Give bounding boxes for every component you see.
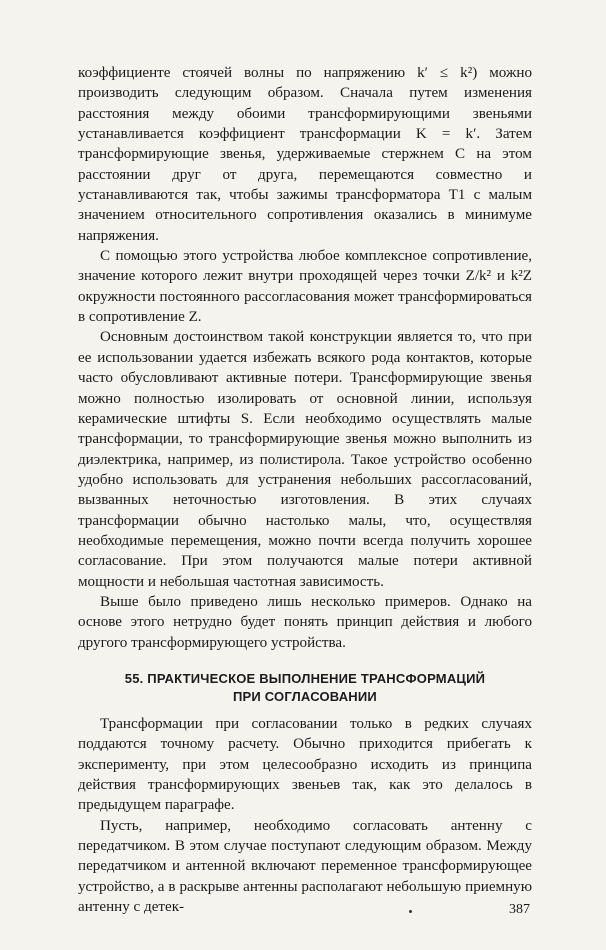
section-heading-line-1: 55. ПРАКТИЧЕСКОЕ ВЫПОЛНЕНИЕ ТРАНСФОРМАЦИЙ	[124, 670, 486, 686]
section-heading-line-2: ПРИ СОГЛАСОВАНИИ	[233, 688, 377, 704]
paragraph-continued: коэффициенте стоячей волны по напряжению k′ ≤ k²) можно производить следующим образом. Сначала путем изменения расстояния между обоими трансформирующими звеньями устанавливается коэффициент трансформации K = k′. Затем трансформирующие звенья, удерживаемые стержнем C на этом расстоянии друг от друга, перемещаются совместно и устанавливаются так, чтобы зажимы трансформатора T1 с малым значением относительного сопротивления оказались в минимуме напряжения.	[78, 65, 532, 244]
paragraph-summary: Выше было приведено лишь несколько примеров. Однако на основе этого нетрудно будет понять принцип действия и любого другого трансформирующего устройства.	[78, 593, 532, 651]
paragraph-device-range: С помощью этого устройства любое комплексное сопротивление, значение которого лежит внутри проходящей через точки Z/k² и k²Z окружности постоянного рассогласования может трансформироваться в сопротивление Z.	[78, 248, 532, 326]
page-body	[78, 63, 532, 917]
paragraph-antenna-example: Пусть, например, необходимо согласовать антенну с передатчиком. В этом случае поступают следующим образом. Между передатчиком и антенной включают переменное трансформирующее устройство, а в раскрыве антенны располагают небольшую приемную антенну с детек-	[78, 817, 532, 916]
paragraph-advantages: Основным достоинством такой конструкции является то, что при ее использовании удается избежать всякого рода контактов, которые часто обусловливают активные потери. Трансформирующие звенья можно полностью изолировать от основной линии, используя керамические штифты S. Если необходимо осуществлять малые трансформации, то трансформирующие звенья можно выполнить из диэлектрика, например, из полистирола. Такое устройство особенно удобно использовать для устранения небольших рассогласований, вызванных неточностью изготовления. В этих случаях трансформации обычно настолько малы, что, осуществляя необходимые перемещения, можно почти всегда получить хорошее согласование. При этом получаются малые потери активной мощности и небольшая частотная зависимость.	[78, 329, 532, 590]
print-speck	[409, 910, 412, 913]
page-number: 387	[509, 902, 530, 917]
section-heading	[78, 670, 532, 706]
paragraph-experiment: Трансформации при согласовании только в редких случаях поддаются точному расчету. Обычно приходится прибегать к эксперименту, при этом целесообразно исходить из принципа действия трансформирующих звеньев так, как это делалось в предыдущем параграфе.	[78, 715, 532, 814]
